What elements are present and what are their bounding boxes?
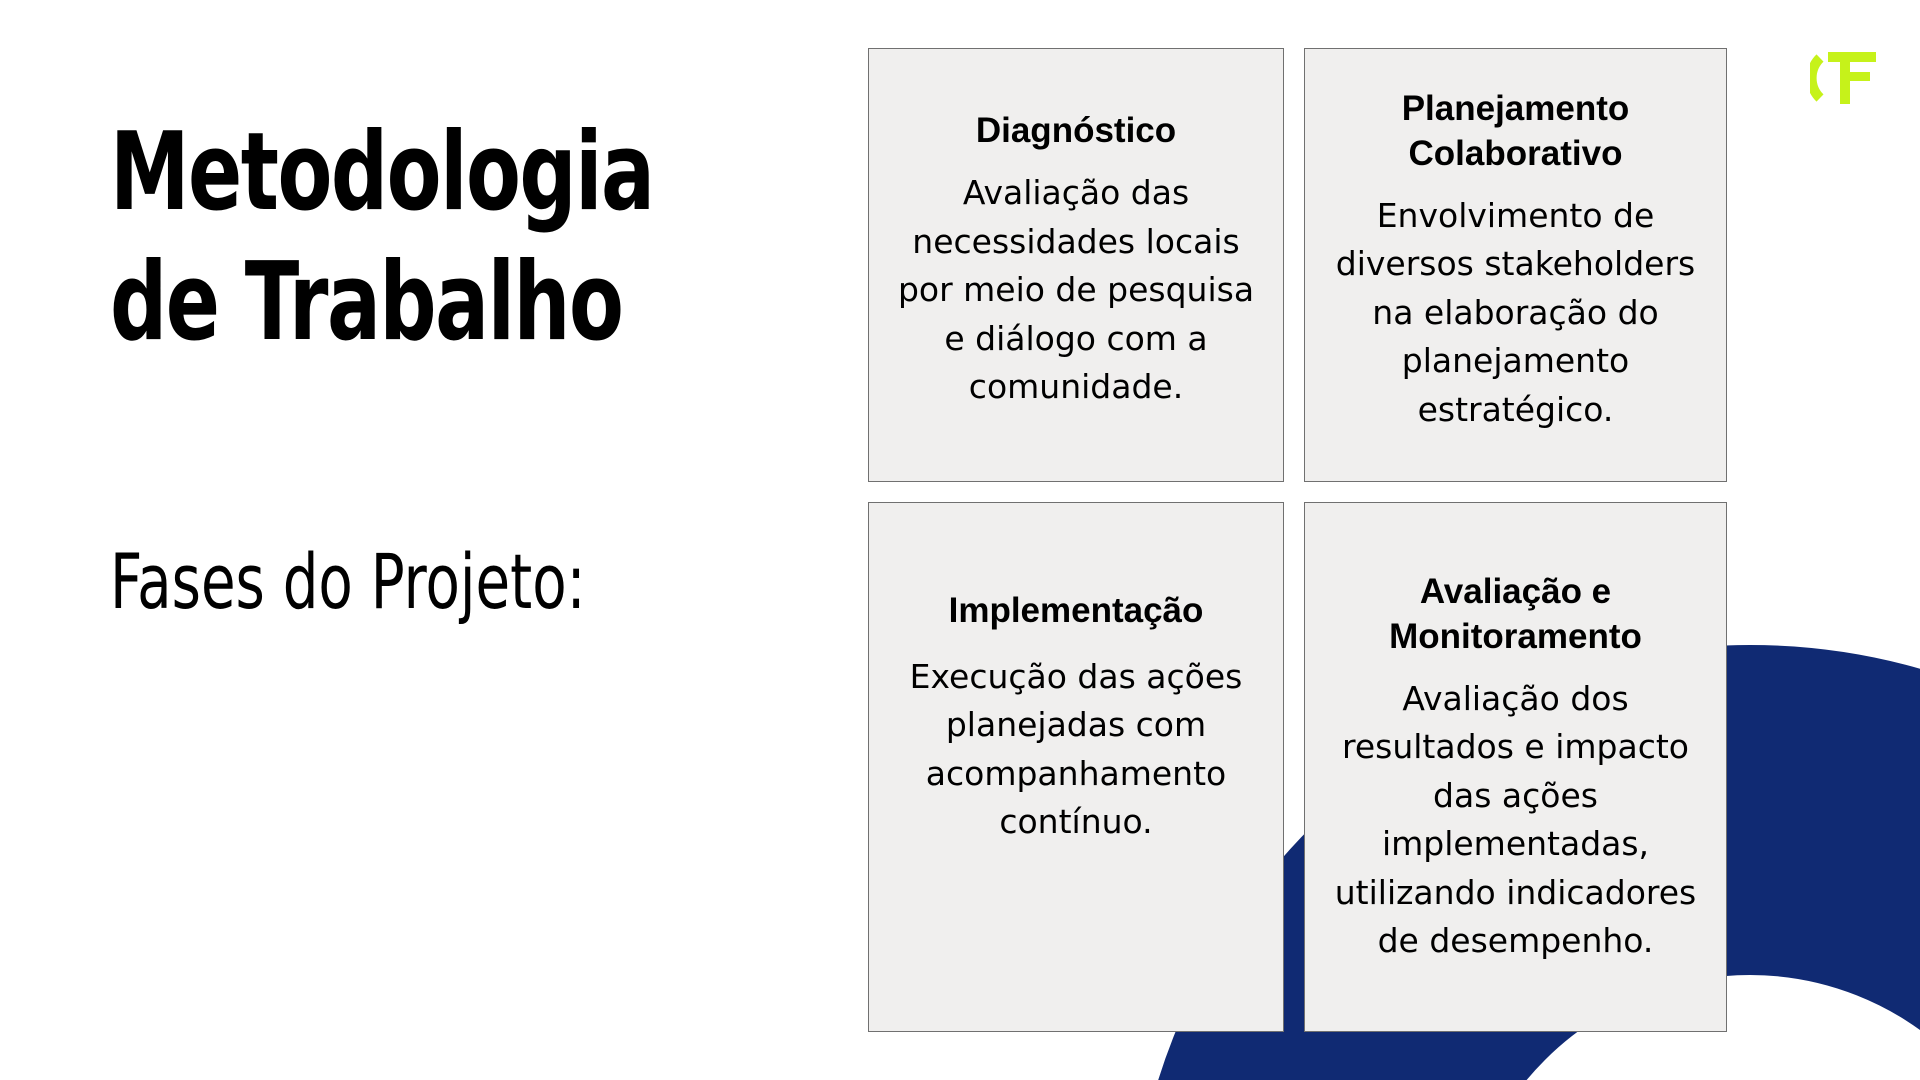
phase-card-avaliacao <box>1304 502 1727 1032</box>
phase-card-description: Execução das ações planejadas com acompanhamento contínuo. <box>909 656 1243 841</box>
phase-card-title: Diagnóstico <box>975 111 1177 151</box>
phase-card-planejamento <box>1304 48 1727 482</box>
phase-card-title: Avaliação e Monitoramento <box>1389 571 1642 656</box>
phase-card-implementacao <box>868 502 1284 1032</box>
slide-subtitle: Fases do Projeto: <box>110 537 586 626</box>
phase-card-description: Avaliação dos resultados e impacto das ações implementadas, utilizando indicadores de desempenho. <box>1334 678 1697 960</box>
phase-card-diagnostico <box>868 48 1284 482</box>
phase-card-title: Implementação <box>948 590 1204 630</box>
phase-card-title: Planejamento Colaborativo <box>1401 88 1630 173</box>
phase-card-description: Envolvimento de diversos stakeholders na elaboração do planejamento estratégico. <box>1335 195 1696 429</box>
phase-card-description: Avaliação das necessidades locais por meio de pesquisa e diálogo com a comunidade. <box>897 173 1255 407</box>
slide-title: Metodologia de Trabalho <box>110 110 654 365</box>
brand-logo-icon <box>1810 48 1880 108</box>
